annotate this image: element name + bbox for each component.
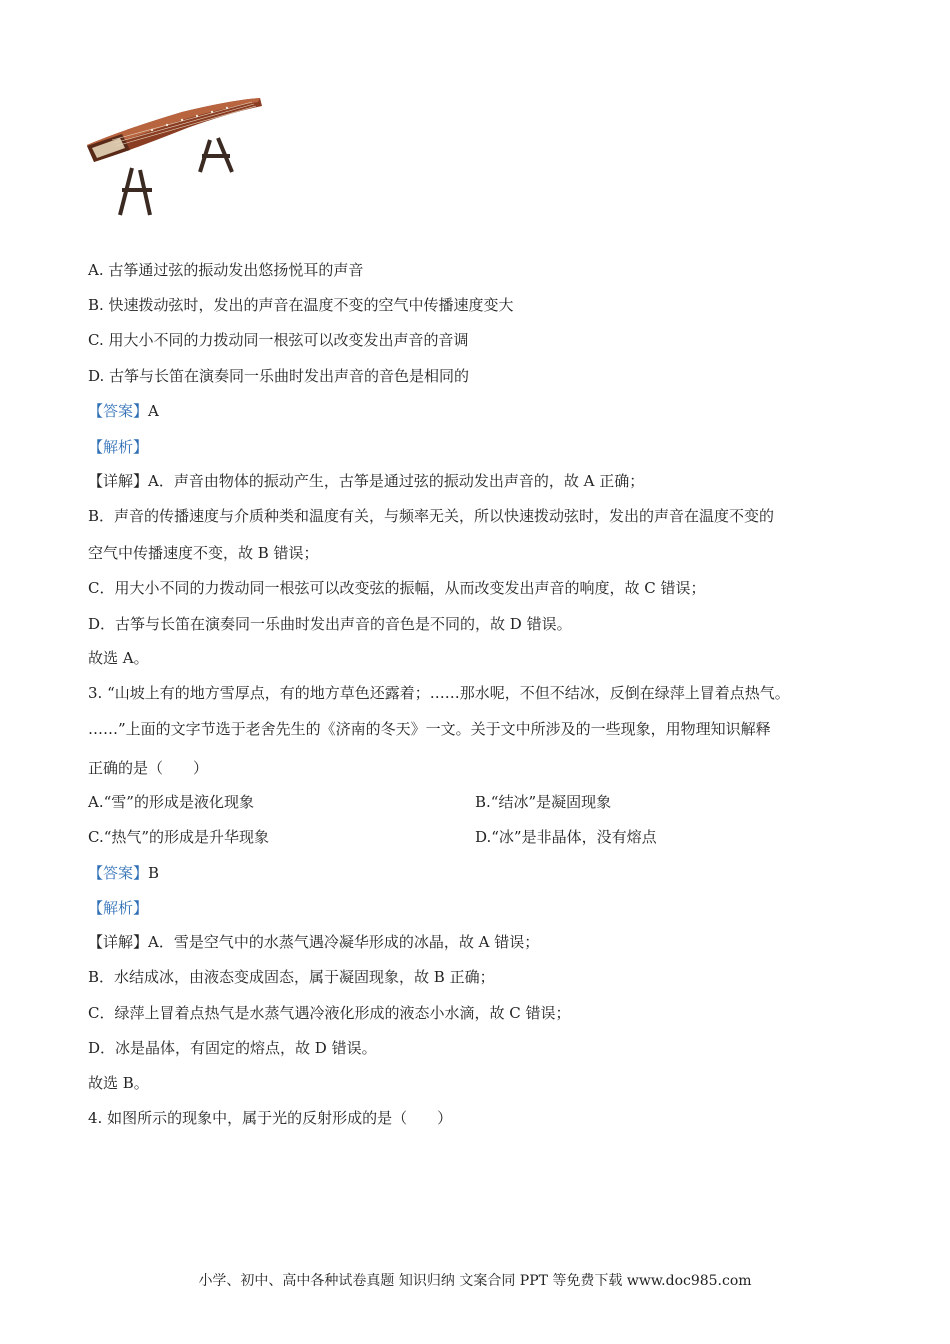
detail-label: 【详解】	[88, 933, 149, 951]
guzheng-image	[82, 90, 272, 220]
q2-detail-line-4: C．用大小不同的力拨动同一根弦可以改变弦的振幅，从而改变发出声音的响度，故 C 错误；	[88, 579, 706, 597]
q3-option-c: C.“热气”的形成是升华现象	[88, 828, 270, 846]
q2-option-a: A. 古筝通过弦的振动发出悠扬悦耳的声音	[88, 261, 364, 279]
q3-detail-line-2: B．水结成冰，由液态变成固态，属于凝固现象，故 B 正确；	[88, 968, 495, 986]
detail-text: A．声音由物体的振动产生，古筝是通过弦的振动发出声音的，故 A 正确；	[148, 472, 645, 490]
q2-option-c: C. 用大小不同的力拨动同一根弦可以改变发出声音的音调	[88, 331, 469, 349]
detail-text: A．雪是空气中的水蒸气遇冷凝华形成的冰晶，故 A 错误；	[148, 933, 540, 951]
answer-value: B	[148, 864, 160, 882]
answer-label: 【答案】	[88, 864, 149, 882]
q3-detail-line-4: D．冰是晶体，有固定的熔点，故 D 错误。	[88, 1039, 377, 1057]
q2-answer	[88, 401, 159, 421]
q2-detail-line-6: 故选 A。	[88, 649, 149, 667]
q3-stem-line-2: ……”上面的文字节选于老舍先生的《济南的冬天》一文。关于文中所涉及的一些现象，用物理知识解释	[88, 720, 771, 738]
q3-option-d: D.“冰”是非晶体，没有熔点	[475, 828, 657, 846]
q4-stem: 4. 如图所示的现象中，属于光的反射形成的是（ ）	[88, 1109, 453, 1127]
page-footer: 小学、初中、高中各种试卷真题 知识归纳 文案合同 PPT 等免费下载 www.doc985.com	[198, 1273, 752, 1289]
q3-stem-line-1: 3. “山坡上有的地方雪厚点，有的地方草色还露着；……那水呢，不但不结冰，反倒在绿萍上冒着点热气。	[88, 684, 790, 702]
q2-analysis-label: 【解析】	[88, 438, 149, 456]
q3-analysis-label: 【解析】	[88, 899, 149, 917]
answer-label: 【答案】	[88, 402, 149, 420]
q2-detail-line-2: B．声音的传播速度与介质种类和温度有关，与频率无关，所以快速拨动弦时，发出的声音在温度不变的	[88, 507, 775, 525]
q3-answer	[88, 863, 159, 883]
q3-option-b: B.“结冰”是凝固现象	[475, 793, 612, 811]
q3-option-a: A.“雪”的形成是液化现象	[88, 793, 254, 811]
q2-option-b: B. 快速拨动弦时，发出的声音在温度不变的空气中传播速度变大	[88, 296, 514, 314]
q2-detail-line-5: D．古筝与长笛在演奏同一乐曲时发出声音的音色是不同的，故 D 错误。	[88, 615, 572, 633]
q2-detail-line-3: 空气中传播速度不变，故 B 错误；	[88, 544, 319, 562]
detail-label: 【详解】	[88, 472, 149, 490]
q3-detail-line-3: C．绿萍上冒着点热气是水蒸气遇冷液化形成的液态小水滴，故 C 错误；	[88, 1004, 571, 1022]
q3-stem-line-3: 正确的是（ ）	[88, 759, 209, 777]
answer-value: A	[148, 402, 159, 420]
q2-detail-line-1	[88, 471, 644, 491]
q3-detail-line-5: 故选 B。	[88, 1074, 149, 1092]
q3-detail-line-1	[88, 932, 539, 952]
q2-option-d: D. 古筝与长笛在演奏同一乐曲时发出声音的音色是相同的	[88, 367, 470, 385]
